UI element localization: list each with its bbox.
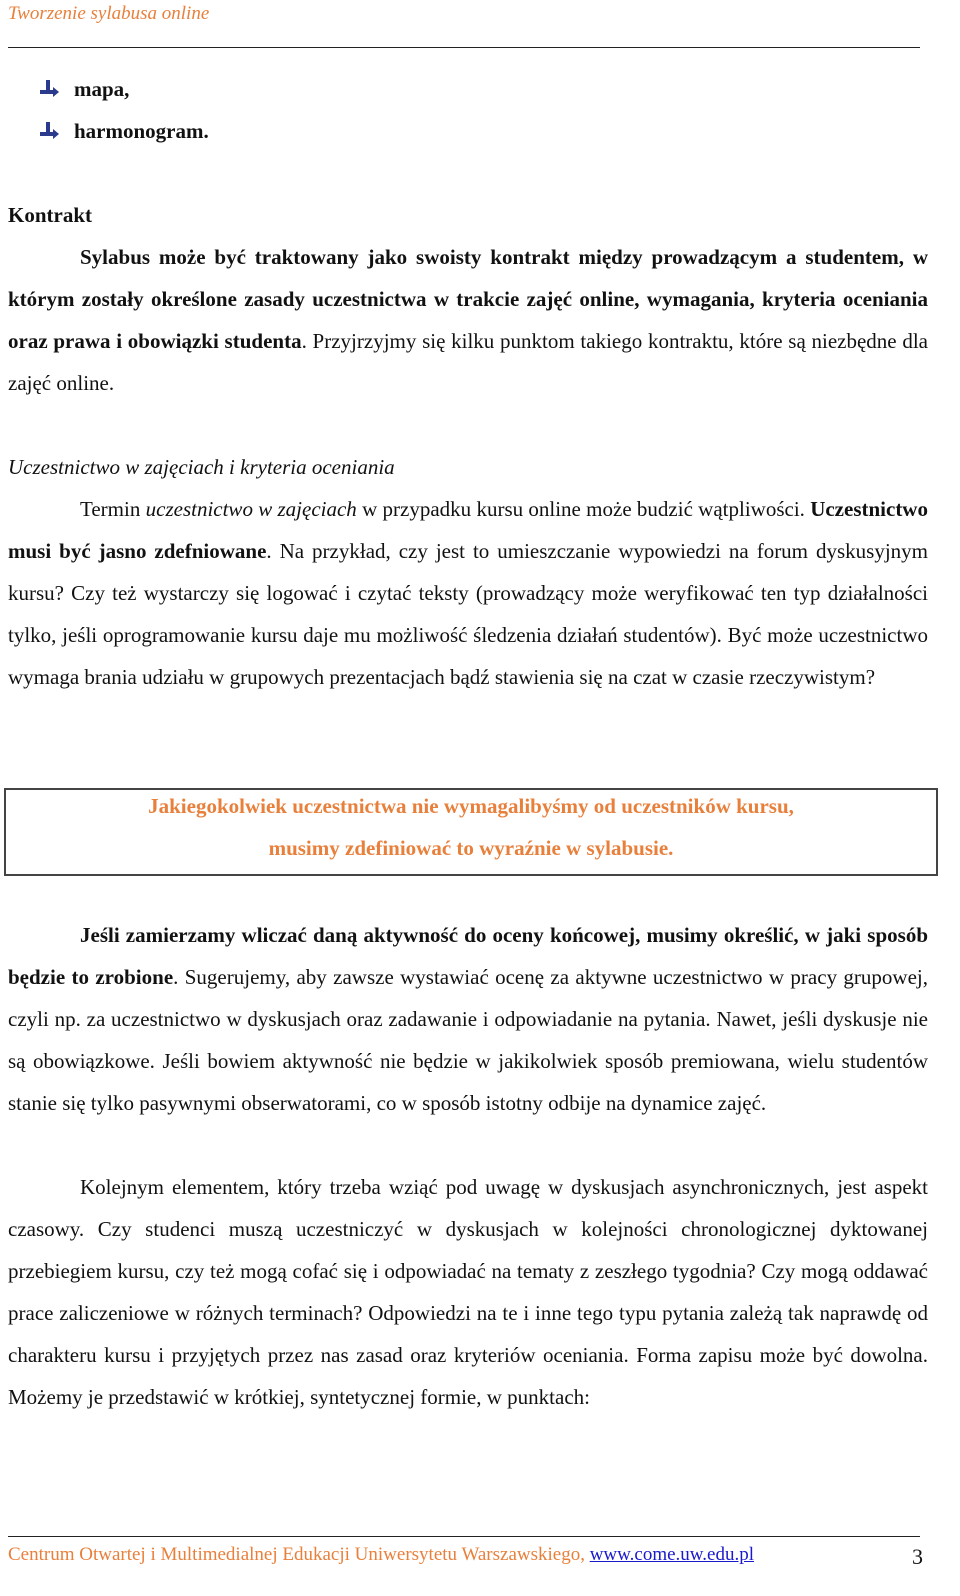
- uczestnictwo-text: Termin: [80, 497, 146, 521]
- paragraph-uczestnictwo: [8, 488, 928, 698]
- arrow-bullet-icon: [38, 120, 60, 142]
- section-heading-kontrakt: Kontrakt: [8, 203, 92, 227]
- footer-divider: [8, 1536, 920, 1537]
- paragraph-kontrakt: [8, 236, 928, 404]
- callout-box: [4, 788, 938, 876]
- callout-line-1: Jakiegokolwiek uczestnictwa nie wymagalibyśmy od uczestników kursu,: [148, 794, 794, 818]
- footer-org: Centrum Otwartej i Multimedialnej Edukacji Uniwersytetu Warszawskiego,: [8, 1544, 590, 1565]
- uczestnictwo-bold-text: Uczestnictwo musi być jasno zdefniowane: [8, 497, 928, 563]
- bullet-text: mapa,: [74, 76, 130, 101]
- kontrakt-period: .: [301, 329, 307, 353]
- footer-link[interactable]: www.come.uw.edu.pl: [589, 1544, 754, 1565]
- uczestnictwo-italic-term: uczestnictwo w zajęciach: [145, 497, 357, 521]
- list-item: [38, 68, 129, 110]
- page-footer: [8, 1544, 754, 1566]
- kontrakt-bold-text: Sylabus może być traktowany jako swoisty kontrakt między prowadzącym a studentem, w którym zostały określone zasady uczestnictwa w trakcie zajęć online, wymagania, kryteria oceniania oraz prawa i obowiązki studenta: [8, 245, 928, 353]
- uczestnictwo-rest-text: . Na przykład, czy jest to umieszczanie wypowiedzi na forum dyskusyjnym kursu? Czy też wystarczy się logować i czytać teksty (prowadzący może weryfikować ten typ działalności tylko, jeśli oprogramowanie kursu daje mu możliwość śledzenia działań studentów). Być może uczestnictwo wymaga brania udziału w grupowych prezentacjach bądź stawienia się na czat w czasie rzeczywistym?: [8, 539, 928, 689]
- page-number: 3: [912, 1544, 923, 1569]
- page-header-title: Tworzenie sylabusa online: [8, 3, 210, 24]
- list-item: [38, 110, 209, 152]
- callout-line-2: musimy zdefiniować to wyraźnie w sylabusie.: [268, 836, 674, 860]
- paragraph-ocena: [8, 914, 928, 1124]
- ocena-rest-text: . Sugerujemy, aby zawsze wystawiać ocenę za aktywne uczestnictwo w pracy grupowej, czyli np. za uczestnictwo w dyskusjach oraz zadawanie i odpowiadanie na pytania. Nawet, jeśli dyskusje nie są obowiązkowe. Jeśli bowiem aktywność nie będzie w jakikolwiek sposób premiowana, wielu studentów stanie się tylko pasywnymi obserwatorami, co w sposób istotny odbije na dynamice zajęć.: [8, 965, 928, 1115]
- bullet-text: harmonogram.: [74, 118, 209, 143]
- section-heading-uczestnictwo: Uczestnictwo w zajęciach i kryteria oceniania: [8, 455, 395, 479]
- uczestnictwo-text-rest: w przypadku kursu online może budzić wątpliwości.: [356, 497, 805, 521]
- paragraph-czas: Kolejnym elementem, który trzeba wziąć pod uwagę w dyskusjach asynchronicznych, jest aspekt czasowy. Czy studenci muszą uczestniczyć w dyskusjach w kolejności chronologicznej dyktowanej przebiegiem kursu, czy też mogą cofać się i odpowiadać na tematy z zeszłego tygodnia? Czy mogą oddawać prace zaliczeniowe w różnych terminach? Odpowiedzi na te i inne tego typu pytania zależą tak naprawdę od charakteru kursu i przyjętych przez nas zasad oraz kryteriów oceniania. Forma zapisu może być dowolna. Możemy je przedstawić w krótkiej, syntetycznej formie, w punktach:: [8, 1175, 928, 1409]
- header-divider: [8, 47, 920, 48]
- ocena-bold-text: Jeśli zamierzamy wliczać daną aktywność do oceny końcowej, musimy określić, w jaki sposób będzie to zrobione: [8, 923, 928, 989]
- kontrakt-rest-text: Przyjrzyjmy się kilku punktom takiego kontraktu, które są niezbędne dla zajęć online.: [8, 329, 928, 395]
- arrow-bullet-icon: [38, 78, 60, 100]
